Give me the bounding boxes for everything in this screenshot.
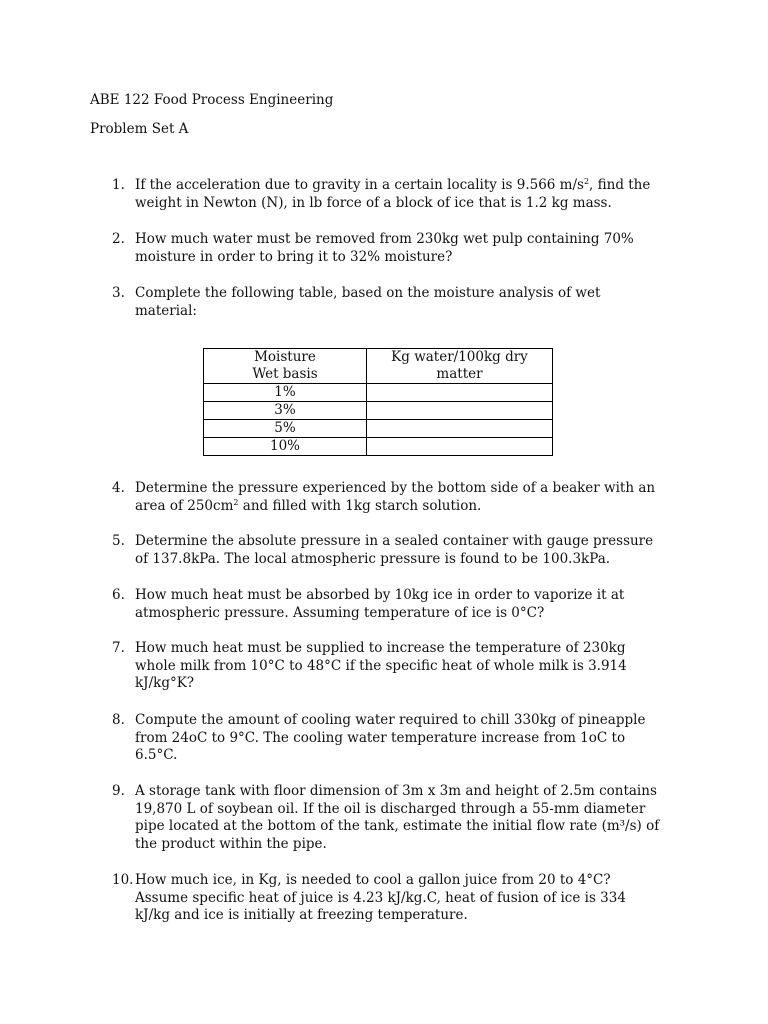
problem-number: 9. xyxy=(112,783,125,799)
table-row xyxy=(204,384,553,402)
problem-number: 6. xyxy=(112,587,125,603)
problem-text xyxy=(135,177,672,212)
table-header-cell xyxy=(204,349,367,384)
table-row xyxy=(204,438,553,456)
problem-item-4 xyxy=(112,480,672,515)
table-row xyxy=(204,402,553,420)
table-cell xyxy=(367,402,553,420)
header-text: Kg water/100kg dry matter xyxy=(391,349,528,382)
problem-text: Determine the absolute pressure in a sealed container with gauge pressure of 137.8kPa. The local atmospheric pressure is found to be 100.3kPa. xyxy=(135,533,654,567)
header-text: Moisture Wet basis xyxy=(252,349,318,382)
problem-item-8 xyxy=(112,712,672,765)
problem-set-title: Problem Set A xyxy=(90,121,189,137)
problem-text: How much heat must be supplied to increase the temperature of 230kg whole milk from 10°C to 48°C if the specific heat of whole milk is 3.914 kJ/kg°K? xyxy=(135,640,627,691)
problem-item-10 xyxy=(112,872,672,925)
problem-item-3 xyxy=(112,285,672,320)
problem-number: 5. xyxy=(112,533,125,549)
problem-text: How much ice, in Kg, is needed to cool a gallon juice from 20 to 4°C? Assume specific heat of juice is 4.23 kJ/kg.C, heat of fusion of ice is 334 kJ/kg and ice is initially at freezing temperature. xyxy=(135,872,626,923)
problem-text: How much heat must be absorbed by 10kg ice in order to vaporize it at atmospheric pressure. Assuming temperature of ice is 0°C? xyxy=(135,587,625,621)
problem-text-part: If the acceleration due to gravity in a certain locality is 9.566 m/s xyxy=(135,177,584,193)
table-cell xyxy=(367,420,553,438)
table-header-cell xyxy=(367,349,553,384)
problem-item-2 xyxy=(112,231,672,266)
superscript: 2 xyxy=(233,497,239,507)
superscript: 2 xyxy=(583,177,590,186)
problem-text-part: and filled with 1kg starch solution. xyxy=(238,497,482,514)
table-cell: 5% xyxy=(204,420,367,438)
problem-number: 2. xyxy=(112,231,125,247)
table-cell: 1% xyxy=(204,384,367,402)
table-header-row xyxy=(204,349,553,384)
problem-number: 7. xyxy=(112,640,125,656)
problem-text-part: Determine the pressure experienced by the bottom side of a beaker with an area of 250cm xyxy=(135,480,656,514)
problem-item-6 xyxy=(112,587,672,622)
table-cell: 3% xyxy=(204,402,367,420)
problem-text xyxy=(135,480,672,515)
problem-number: 8. xyxy=(112,712,125,728)
problem-item-5 xyxy=(112,533,672,568)
problem-item-7 xyxy=(112,640,672,693)
problem-number: 4. xyxy=(112,480,125,496)
table-row xyxy=(204,420,553,438)
problem-item-1 xyxy=(112,177,672,212)
problem-number: 1. xyxy=(112,177,125,193)
table-cell: 10% xyxy=(204,438,367,456)
table-cell xyxy=(367,438,553,456)
problem-number: 10. xyxy=(112,872,134,888)
moisture-table xyxy=(203,348,553,456)
problem-text: Compute the amount of cooling water required to chill 330kg of pineapple from 24oC to 9°C. The cooling water temperature increase from 1oC to 6.5°C. xyxy=(135,712,646,763)
course-title: ABE 122 Food Process Engineering xyxy=(90,92,334,108)
problem-item-9 xyxy=(112,783,672,853)
problem-text: A storage tank with floor dimension of 3m x 3m and height of 2.5m contains 19,870 L of soybean oil. If the oil is discharged through a 55-mm diameter pipe located at the bottom of the tank, estimate the initial flow rate (m³/s) of the product within the pipe. xyxy=(135,783,660,852)
problem-text: Complete the following table, based on the moisture analysis of wet material: xyxy=(135,285,601,319)
table-cell xyxy=(367,384,553,402)
problem-number: 3. xyxy=(112,285,125,301)
problem-text-part: , find the weight in Newton (N), in lb force of a block of ice that is 1.2 kg mass. xyxy=(135,177,651,211)
problem-text: How much water must be removed from 230kg wet pulp containing 70% moisture in order to bring it to 32% moisture? xyxy=(135,231,634,265)
